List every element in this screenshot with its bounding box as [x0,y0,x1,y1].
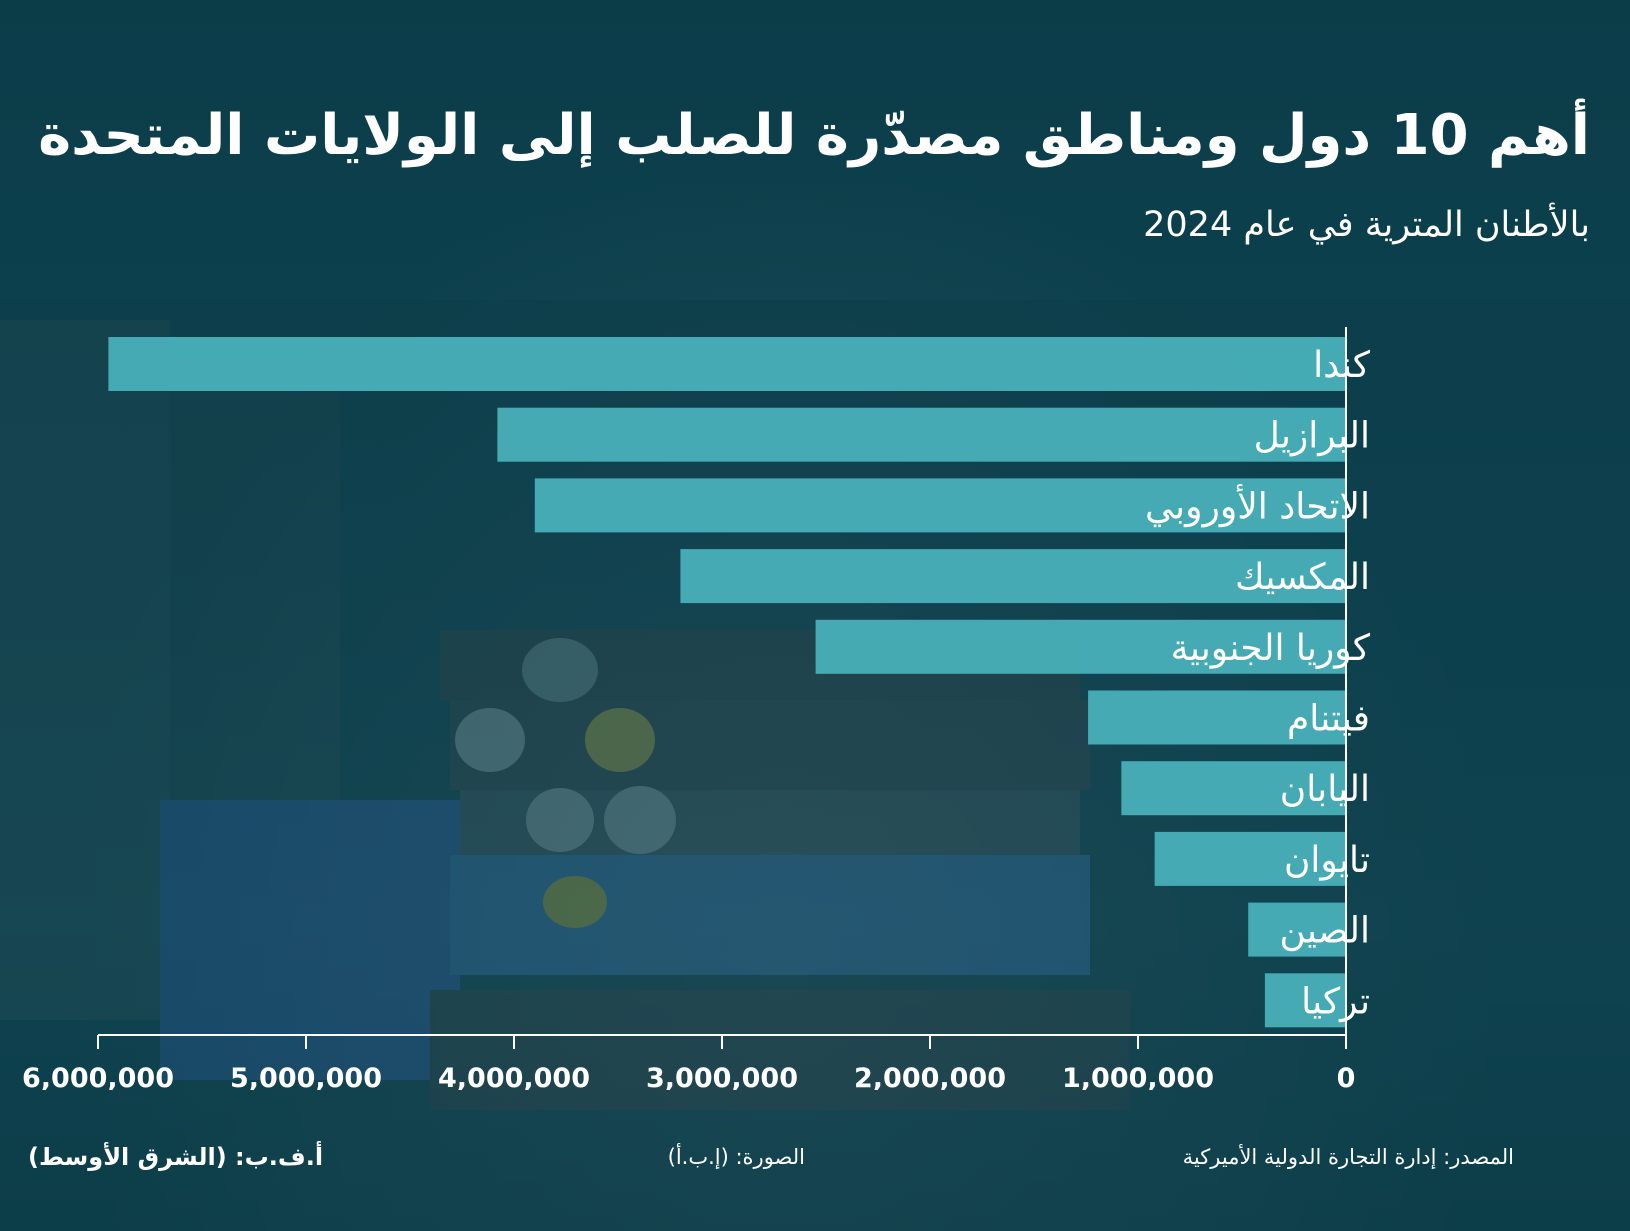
x-tick-label-6: 6,000,000 [21,1063,175,1090]
category-label-7: اليابان [1279,769,1370,811]
x-tick-label-0: 0 [1336,1063,1356,1090]
bar-chart [0,300,1630,1090]
x-tick-label-2: 2,000,000 [853,1063,1007,1090]
category-label-2: البرازيل [1253,415,1370,457]
chart-subtitle: بالأطنان المترية في عام 2024 [1143,205,1590,245]
category-label-1: كندا [1313,345,1370,386]
category-label-4: المكسيك [1235,557,1370,599]
x-tick-label-1: 1,000,000 [1061,1063,1215,1090]
chart-title: أهم 10 دول ومناطق مصدّرة للصلب إلى الولايات المتحدة [38,103,1590,168]
category-label-6: فيتنام [1286,698,1370,740]
agency-credit: أ.ف.ب: (الشرق الأوسط) [28,1143,324,1171]
photo-credit: الصورة: (إ.ب.أ) [667,1145,805,1169]
x-tick-label-3: 3,000,000 [645,1063,799,1090]
source-note: المصدر: إدارة التجارة الدولية الأميركية [1182,1145,1514,1169]
category-label-9: الصين [1279,910,1370,952]
bar-2 [497,408,1346,462]
x-tick-label-4: 4,000,000 [437,1063,591,1090]
x-tick-label-5: 5,000,000 [229,1063,383,1090]
bars-layer [108,337,1346,1027]
category-label-3: الاتحاد الأوروبي [1145,486,1370,528]
category-label-10: تركيا [1301,981,1370,1023]
category-label-8: تايوان [1283,839,1370,881]
bar-1 [108,337,1346,391]
category-label-5: كوريا الجنوبية [1170,627,1370,669]
